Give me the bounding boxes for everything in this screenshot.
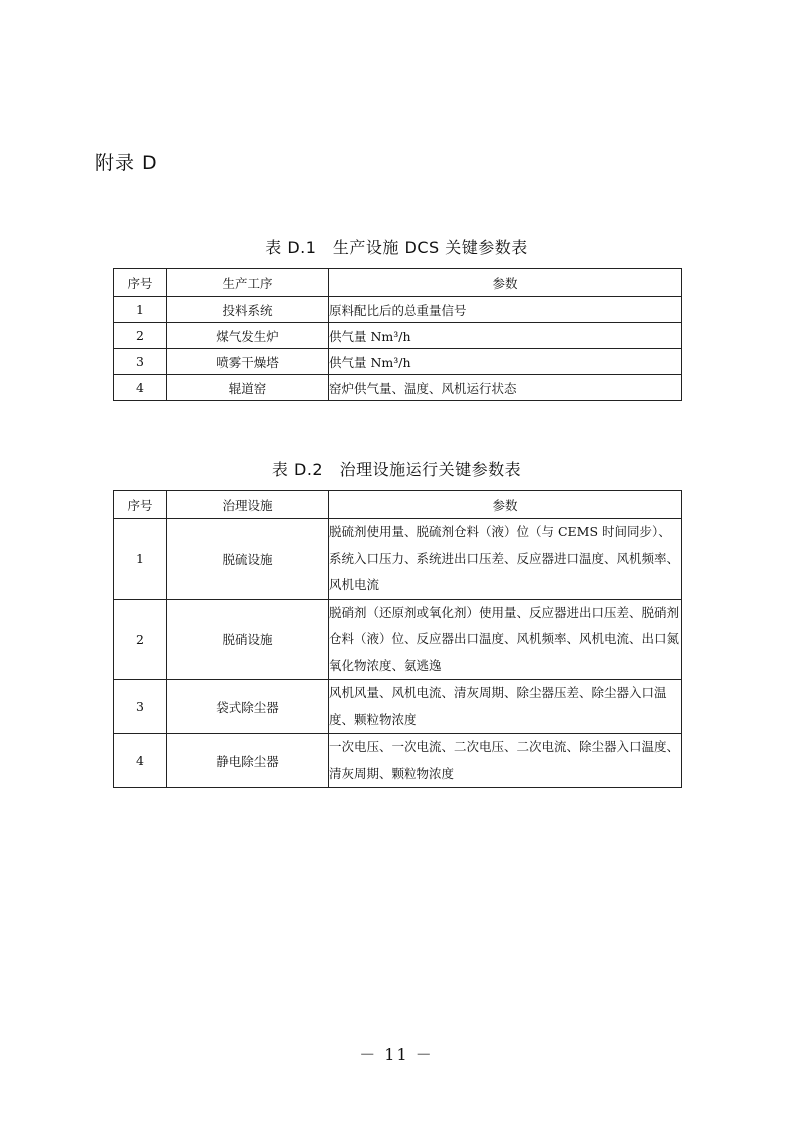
row-no: 3 — [114, 349, 167, 375]
row-facility: 静电除尘器 — [167, 734, 329, 788]
row-no: 4 — [114, 734, 167, 788]
page-number: － 11 － — [359, 1045, 434, 1064]
row-no: 1 — [114, 519, 167, 600]
table-row — [114, 375, 682, 401]
row-no: 3 — [114, 680, 167, 734]
row-params: 供气量 Nm³/h — [329, 349, 682, 375]
table2-caption: 表 D.2 治理设施运行关键参数表 — [271, 460, 522, 479]
row-no: 4 — [114, 375, 167, 401]
row-facility: 袋式除尘器 — [167, 680, 329, 734]
table-row — [114, 680, 682, 734]
row-params: 供气量 Nm³/h — [329, 323, 682, 349]
table-production-dcs-params — [113, 268, 682, 401]
table-row — [114, 519, 682, 600]
row-params: 脱硫剂使用量、脱硫剂仓料（液）位（与 CEMS 时间同步）、系统入口压力、系统进出口压差、反应器进口温度、风机频率、风机电流 — [329, 519, 682, 600]
table-row — [114, 297, 682, 323]
header-facility: 治理设施 — [167, 491, 329, 519]
header-no: 序号 — [114, 269, 167, 297]
row-params: 原料配比后的总重量信号 — [329, 297, 682, 323]
table1-caption: 表 D.1 生产设施 DCS 关键参数表 — [265, 238, 528, 257]
table-row — [114, 734, 682, 788]
row-facility: 脱硫设施 — [167, 519, 329, 600]
table-row — [114, 599, 682, 680]
row-params: 窑炉供气量、温度、风机运行状态 — [329, 375, 682, 401]
row-facility: 脱硝设施 — [167, 599, 329, 680]
header-params: 参数 — [329, 491, 682, 519]
row-process: 投料系统 — [167, 297, 329, 323]
table-row — [114, 349, 682, 375]
row-no: 2 — [114, 599, 167, 680]
row-process: 煤气发生炉 — [167, 323, 329, 349]
row-no: 2 — [114, 323, 167, 349]
header-params: 参数 — [329, 269, 682, 297]
table-header-row — [114, 269, 682, 297]
row-no: 1 — [114, 297, 167, 323]
row-process: 辊道窑 — [167, 375, 329, 401]
row-params: 脱硝剂（还原剂或氧化剂）使用量、反应器进出口压差、脱硝剂仓料（液）位、反应器出口温度、风机频率、风机电流、出口氮氧化物浓度、氨逃逸 — [329, 599, 682, 680]
row-process: 喷雾干燥塔 — [167, 349, 329, 375]
appendix-title: 附录 D — [95, 152, 158, 174]
header-no: 序号 — [114, 491, 167, 519]
table-row — [114, 323, 682, 349]
row-params: 风机风量、风机电流、清灰周期、除尘器压差、除尘器入口温度、颗粒物浓度 — [329, 680, 682, 734]
row-params: 一次电压、一次电流、二次电压、二次电流、除尘器入口温度、清灰周期、颗粒物浓度 — [329, 734, 682, 788]
table-header-row — [114, 491, 682, 519]
table-treatment-params — [113, 490, 682, 788]
header-process: 生产工序 — [167, 269, 329, 297]
